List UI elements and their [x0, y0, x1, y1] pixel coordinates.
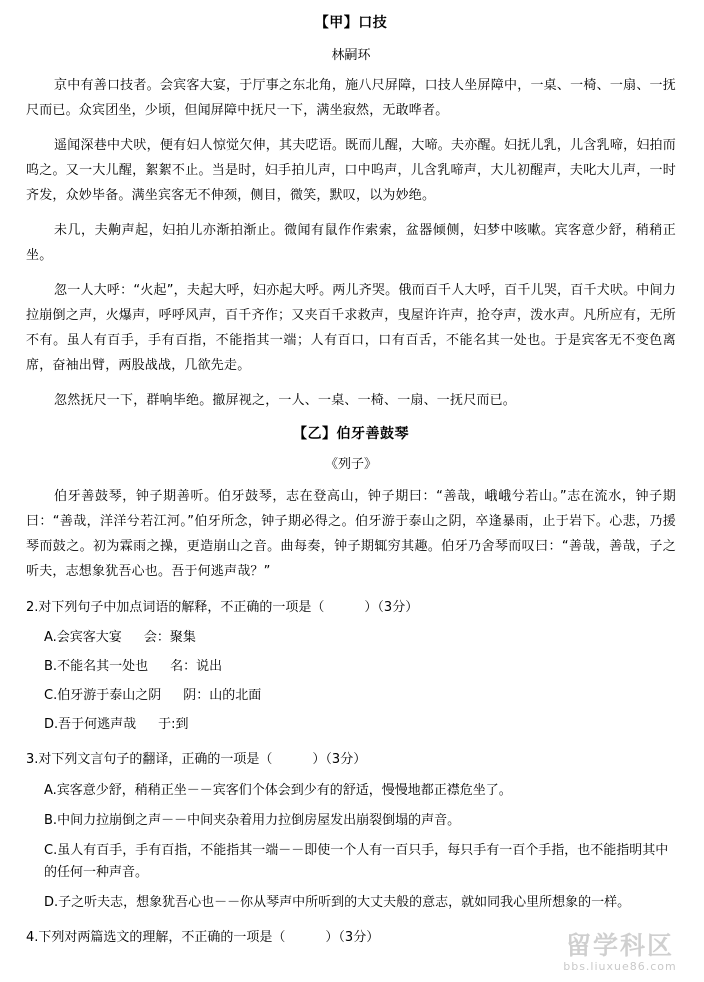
watermark-main-text: 留学科区: [565, 931, 674, 960]
question-2-number: 2.: [26, 600, 39, 615]
question-3-option-a[interactable]: [26, 780, 676, 802]
question-2-stem: [26, 596, 676, 620]
passage-yi-title: 【乙】伯牙善鼓琴: [293, 426, 409, 442]
question-2-option-a[interactable]: [26, 627, 676, 649]
question-4-number: 4.: [26, 930, 39, 945]
option-a-label: A.: [44, 783, 57, 798]
option-d-text: 吾于何逃声哉: [58, 717, 137, 732]
option-a-text: 宾客意少舒，稍稍正坐－－宾客们个体会到少有的舒适，慢慢地都正襟危坐了。: [56, 783, 512, 798]
question-3-stem: [26, 748, 676, 772]
option-b-text: 不能名其一处也: [57, 659, 149, 674]
passage-jia-paragraph-1: 京中有善口技者。会宾客大宴，于厅事之东北角，施八尺屏障，口技人坐屏障中，一桌、一椅、一扇、一抚尺而已。众宾团坐，少顷，但闻屏障中抚尺一下，满坐寂然，无敢哗者。: [26, 78, 676, 118]
option-a-key: 会：聚集: [143, 630, 196, 645]
passage-yi-paragraph-1: 伯牙善鼓琴，钟子期善听。伯牙鼓琴，志在登高山，钟子期曰：“善哉，峨峨兮若山。”志在流水，钟子期曰：“善哉，洋洋兮若江河。”伯牙所念，钟子期必得之。伯牙游于泰山之阴，卒逢暴雨，止于岩下。心悲，乃援琴而鼓之。初为霖雨之操，更造崩山之音。曲每奏，钟子期辄穷其趣。伯牙乃舍琴而叹曰：“善哉，善哉，子之听夫，志想象犹吾心也。吾于何逃声哉？”: [26, 489, 676, 579]
option-d-label: D.: [44, 717, 59, 732]
option-b-text: 中间力拉崩倒之声－－中间夹杂着用力拉倒房屋发出崩裂倒塌的声音。: [57, 813, 461, 828]
option-a-text: 会宾客大宴: [56, 630, 122, 645]
question-2-text: 对下列句子中加点词语的解释，不正确的一项是（: [38, 600, 325, 615]
option-d-label: D.: [44, 895, 59, 910]
question-3-option-b[interactable]: [26, 810, 676, 832]
option-d-text: 子之听夫志，想象犹吾心也－－你从琴声中所听到的大丈夫般的意志，就如同我心里所想象的一样。: [58, 895, 631, 910]
passage-jia-paragraph-3: 未几，夫齁声起，妇拍儿亦渐拍渐止。微闻有鼠作作索索，盆器倾侧，妇梦中咳嗽。宾客意少舒，稍稍正坐。: [26, 223, 676, 263]
question-2-score: ）（3分）: [364, 600, 419, 615]
option-c-label: C.: [44, 843, 58, 858]
passage-jia-paragraph-2: 遥闻深巷中犬吠，便有妇人惊觉欠伸，其夫呓语。既而儿醒，大啼。夫亦醒。妇抚儿乳，儿含乳啼，妇拍而呜之。又一大儿醒，絮絮不止。当是时，妇手拍儿声，口中呜声，儿含乳啼声，大儿初醒声，夫叱大儿声，一时齐发，众妙毕备。满坐宾客无不伸颈，侧目，微笑，默叹，以为妙绝。: [26, 138, 676, 203]
question-3-score: ）（3分）: [312, 752, 367, 767]
question-3-number: 3.: [26, 752, 39, 767]
passage-yi-author: 《列子》: [324, 457, 377, 472]
question-2-option-c[interactable]: [26, 685, 676, 707]
passage-jia-paragraph-4: 忽一人大呼：“火起”，夫起大呼，妇亦起大呼。两儿齐哭。俄而百千人大呼，百千儿哭，百千犬吠。中间力拉崩倒之声，火爆声，呼呼风声，百千齐作；又夹百千求救声，曳屋许许声，抢夺声，泼水声。凡所应有，无所不有。虽人有百手，手有百指，不能指其一端；人有百口，口有百舌，不能名其一处也。于是宾客无不变色离席，奋袖出臂，两股战战，几欲先走。: [26, 283, 676, 373]
watermark: [546, 932, 694, 974]
option-b-key: 名：说出: [170, 659, 223, 674]
option-b-label: B.: [44, 813, 58, 828]
question-3-text: 对下列文言句子的翻译，正确的一项是（: [38, 752, 273, 767]
question-3-option-d[interactable]: [26, 892, 676, 914]
option-c-text: 虽人有百手，手有百指，不能指其一端－－即使一个人有一百只手，每只手有一百个手指，也不能指明其中的任何一种声音。: [44, 843, 669, 880]
option-d-key: 于:到: [158, 717, 189, 732]
passage-jia-paragraph-5: 忽然抚尺一下，群响毕绝。撤屏视之，一人、一桌、一椅、一扇、一抚尺而已。: [54, 393, 517, 408]
question-2-option-d[interactable]: [26, 714, 676, 736]
passage-jia-author: 林嗣环: [331, 48, 371, 63]
question-2-option-b[interactable]: [26, 656, 676, 678]
option-c-label: C.: [44, 688, 58, 703]
passage-jia-title: 【甲】口技: [314, 15, 388, 31]
option-b-label: B.: [44, 659, 58, 674]
option-c-key: 阴：山的北面: [183, 688, 262, 703]
question-4-text: 下列对两篇选文的理解，不正确的一项是（: [38, 930, 286, 945]
question-4-score: ）（3分）: [325, 930, 380, 945]
question-3-option-c[interactable]: [26, 840, 676, 884]
watermark-sub-text: bbs.liuxue86.com: [563, 960, 677, 973]
option-a-label: A.: [44, 630, 57, 645]
option-c-text: 伯牙游于泰山之阴: [57, 688, 162, 703]
